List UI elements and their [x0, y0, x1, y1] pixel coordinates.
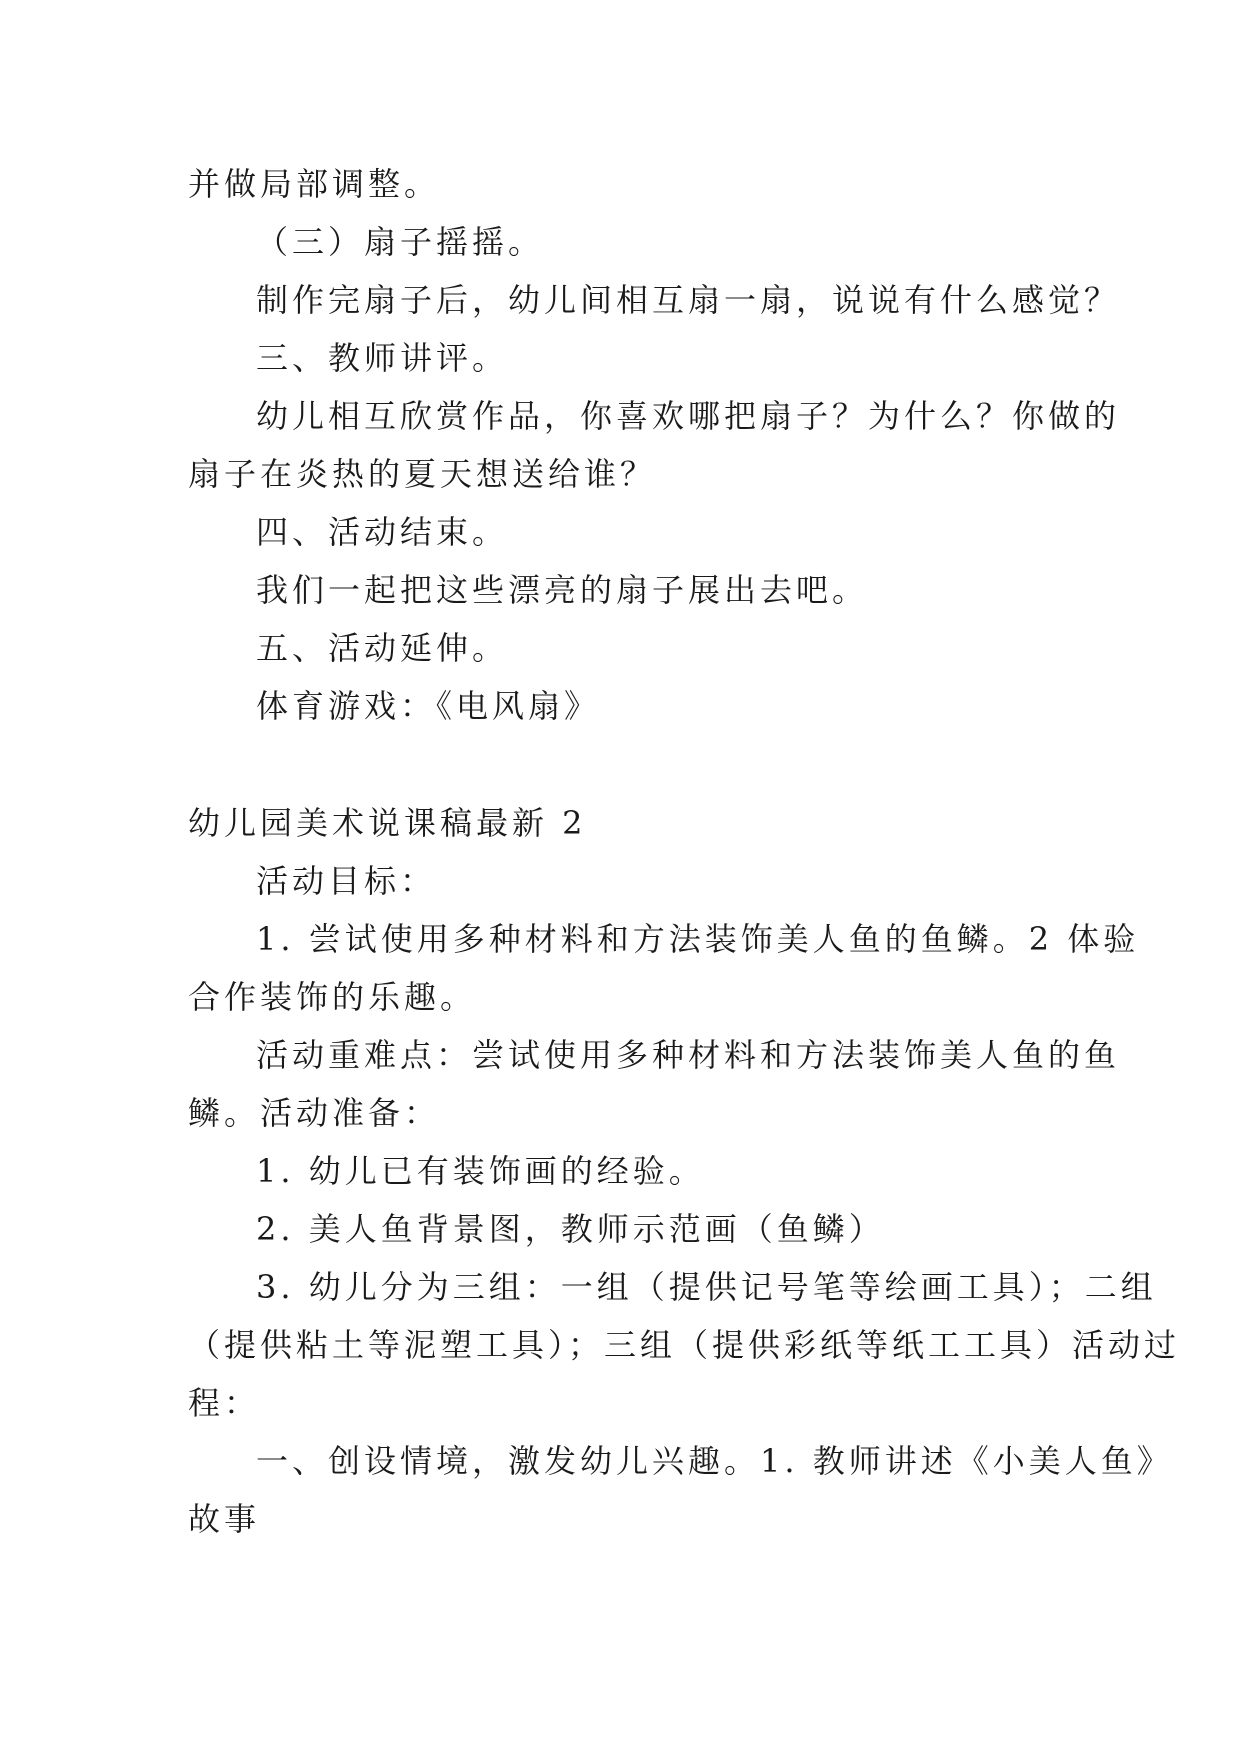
paragraph-line: 程：: [188, 1384, 261, 1422]
paragraph-line: 鳞。活动准备：: [188, 1094, 441, 1132]
section-heading: 五、活动延伸。: [256, 629, 509, 667]
section-heading: 四、活动结束。: [256, 513, 509, 551]
paragraph-line: 体育游戏：《电风扇》: [256, 687, 601, 725]
paragraph-line: 3. 幼儿分为三组：一组（提供记号笔等绘画工具）；二组: [256, 1268, 1157, 1306]
paragraph-line: 幼儿相互欣赏作品，你喜欢哪把扇子？为什么？你做的: [256, 397, 1121, 435]
paragraph-line: 我们一起把这些漂亮的扇子展出去吧。: [256, 571, 869, 609]
document-title: 幼儿园美术说课稿最新 2: [188, 804, 587, 842]
paragraph-line: （提供粘土等泥塑工具）；三组（提供彩纸等纸工工具）活动过: [188, 1326, 1181, 1364]
paragraph-line: 活动重难点：尝试使用多种材料和方法装饰美人鱼的鱼: [256, 1036, 1121, 1074]
paragraph-line: 故事: [188, 1500, 261, 1538]
paragraph-line: 1. 尝试使用多种材料和方法装饰美人鱼的鱼鳞。2 体验: [256, 920, 1140, 958]
paragraph-line: 合作装饰的乐趣。: [188, 978, 477, 1016]
section-heading: 三、教师讲评。: [256, 339, 509, 377]
section-heading: 一、创设情境，激发幼儿兴趣。1. 教师讲述《小美人鱼》: [256, 1442, 1173, 1480]
paragraph-line: 扇子在炎热的夏天想送给谁？: [188, 455, 657, 493]
paragraph-line: 制作完扇子后，幼儿间相互扇一扇，说说有什么感觉？: [256, 281, 1121, 319]
paragraph-line: 并做局部调整。: [188, 165, 441, 203]
section-heading: 活动目标：: [256, 862, 437, 900]
paragraph-line: 1. 幼儿已有装饰画的经验。: [256, 1152, 705, 1190]
paragraph-line: 2. 美人鱼背景图，教师示范画（鱼鳞）: [256, 1210, 885, 1248]
section-heading: （三）扇子摇摇。: [256, 223, 545, 261]
